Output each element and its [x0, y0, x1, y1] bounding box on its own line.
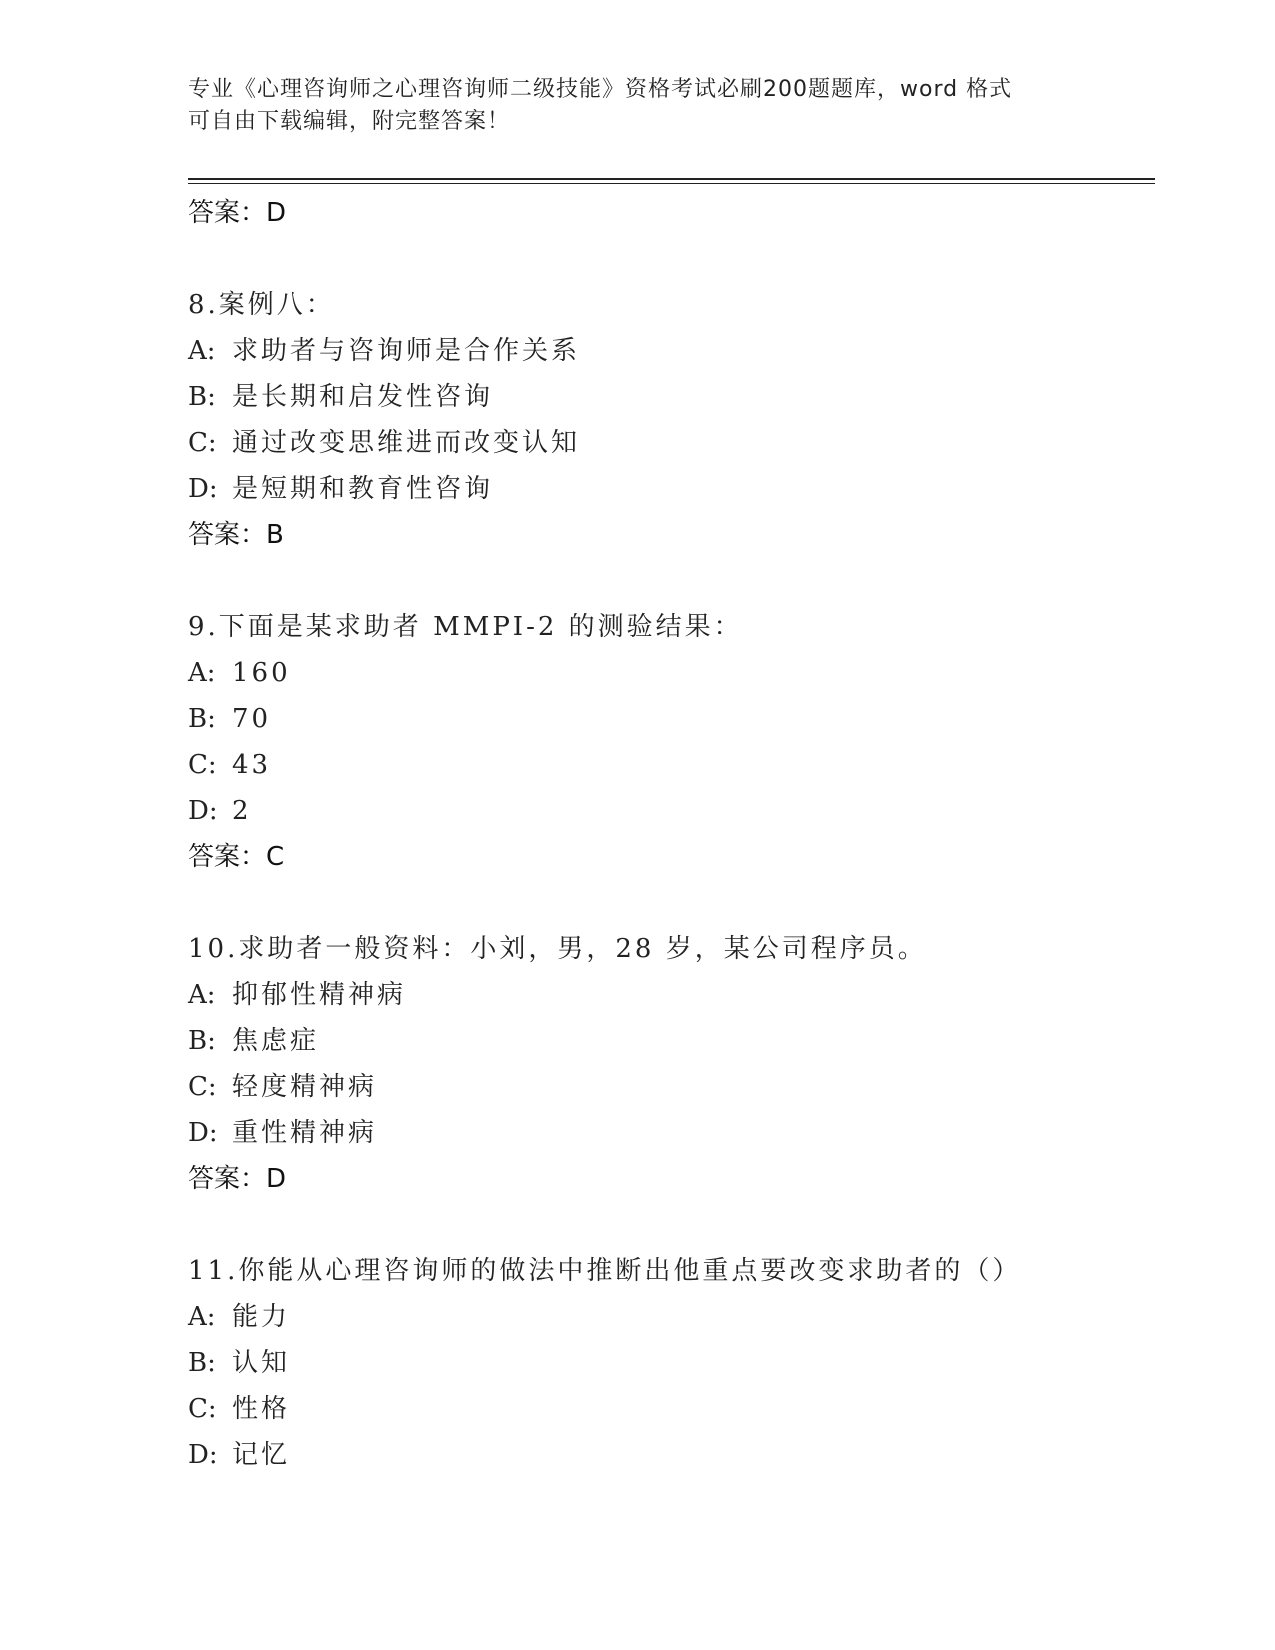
option-letter: A: [188, 658, 216, 688]
answer-line: 答案：D [188, 198, 287, 228]
option-b [188, 696, 1148, 742]
question-item [188, 604, 1148, 880]
option-b [188, 1018, 1148, 1064]
option-text: 70 [232, 704, 272, 734]
option-text: 求助者与咨询师是合作关系 [232, 336, 581, 366]
option-letter: D: [188, 474, 218, 504]
option-d [188, 1432, 1148, 1478]
question-item [188, 282, 1148, 558]
question-stem: 9.下面是某求助者 MMPI-2 的测验结果： [188, 612, 743, 642]
option-c [188, 420, 1148, 466]
option-text: 160 [232, 658, 291, 688]
option-text: 2 [232, 796, 252, 826]
option-c [188, 1064, 1148, 1110]
option-d [188, 466, 1148, 512]
question-stem: 11.你能从心理咨询师的做法中推断出他重点要改变求助者的（） [188, 1256, 1022, 1286]
option-letter: D: [188, 1118, 218, 1148]
option-letter: A: [188, 336, 216, 366]
option-letter: B: [188, 1026, 216, 1056]
answer-line: 答案：C [188, 842, 285, 872]
option-text: 认知 [232, 1348, 291, 1378]
header-title-line-2: 可自由下载编辑，附完整答案！ [188, 109, 511, 134]
option-letter: C: [188, 428, 217, 458]
option-letter: B: [188, 704, 216, 734]
question-item [188, 926, 1148, 1202]
option-text: 重性精神病 [232, 1118, 378, 1148]
question-item [188, 1248, 1148, 1478]
option-b [188, 1340, 1148, 1386]
option-text: 是短期和教育性咨询 [232, 474, 494, 504]
option-a [188, 650, 1148, 696]
option-letter: C: [188, 1072, 217, 1102]
answer-line: 答案：D [188, 1164, 287, 1194]
option-c [188, 1386, 1148, 1432]
option-text: 抑郁性精神病 [232, 980, 407, 1010]
question-stem: 10.求助者一般资料：小刘，男，28 岁，某公司程序员。 [188, 934, 927, 964]
document-header [188, 74, 1088, 138]
option-text: 是长期和启发性咨询 [232, 382, 494, 412]
option-b [188, 374, 1148, 420]
header-divider-thick [188, 178, 1155, 180]
option-a [188, 328, 1148, 374]
option-letter: A: [188, 980, 216, 1010]
option-letter: D: [188, 1440, 218, 1470]
option-text: 轻度精神病 [232, 1072, 378, 1102]
option-text: 性格 [232, 1394, 291, 1424]
header-divider-thin [188, 183, 1155, 184]
option-a [188, 1294, 1148, 1340]
option-text: 43 [232, 750, 272, 780]
question-list [188, 190, 1148, 1478]
option-letter: B: [188, 382, 216, 412]
option-text: 通过改变思维进而改变认知 [232, 428, 581, 458]
option-letter: D: [188, 796, 218, 826]
option-letter: A: [188, 1302, 216, 1332]
option-d [188, 788, 1148, 834]
option-letter: B: [188, 1348, 216, 1378]
option-letter: C: [188, 1394, 217, 1424]
option-d [188, 1110, 1148, 1156]
option-text: 焦虑症 [232, 1026, 320, 1056]
header-title-line-1: 专业《心理咨询师之心理咨询师二级技能》资格考试必刷200题题库，word 格式 [188, 77, 1013, 102]
answer-line: 答案：B [188, 520, 284, 550]
option-a [188, 972, 1148, 1018]
question-stem: 8.案例八： [188, 290, 335, 320]
option-text: 能力 [232, 1302, 291, 1332]
option-text: 记忆 [232, 1440, 291, 1470]
option-c [188, 742, 1148, 788]
option-letter: C: [188, 750, 217, 780]
